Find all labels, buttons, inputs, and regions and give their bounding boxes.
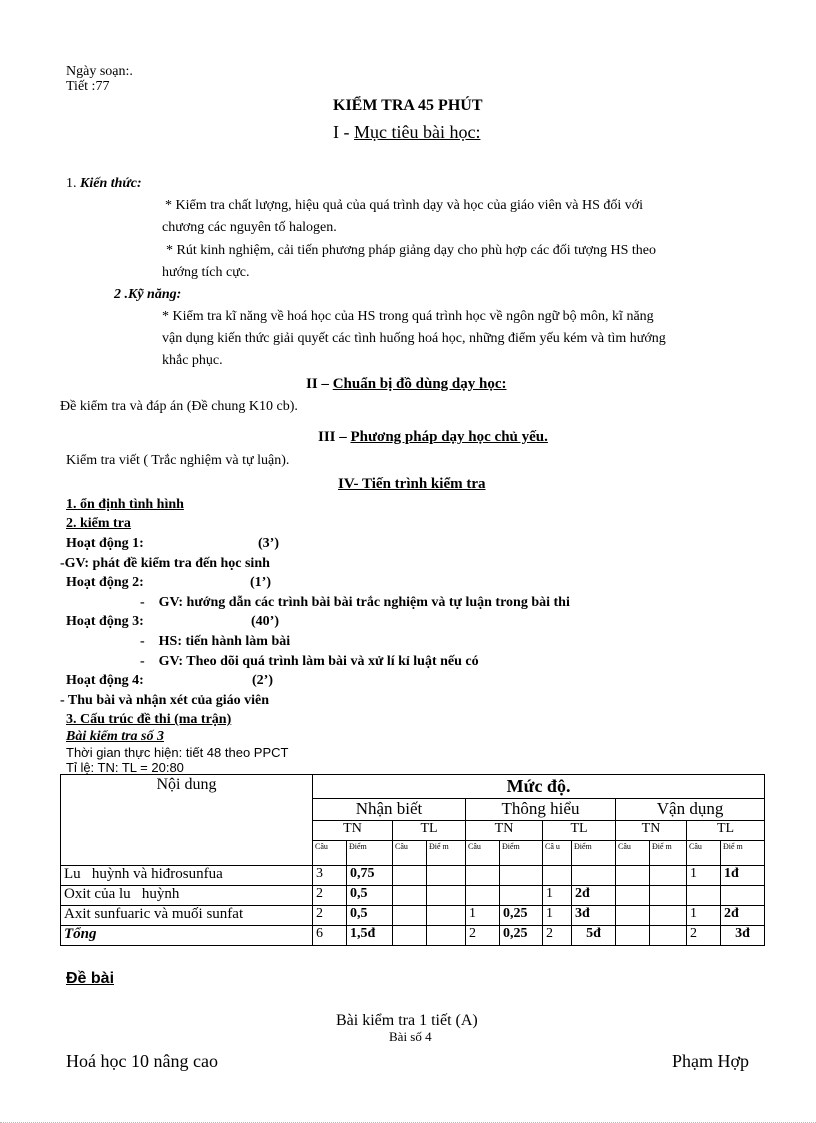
cell: 3đ (572, 906, 616, 926)
row-label: Lu huỳnh và hiđrosunfua (61, 866, 313, 886)
table-row (61, 906, 765, 926)
cell (500, 866, 543, 886)
cell (393, 886, 427, 906)
section1-heading: I - Mục tiêu bài học: (333, 122, 481, 142)
cell (616, 926, 650, 946)
cell (466, 886, 500, 906)
cell (650, 866, 687, 886)
subheader-cell: Câ u (543, 841, 572, 866)
cell: 2 (543, 926, 572, 946)
table-row (61, 866, 765, 886)
cell (616, 886, 650, 906)
exam-title: Bài kiểm tra 1 tiết (A) (336, 1012, 478, 1029)
type-cell: TL (543, 821, 616, 841)
section3-body: Kiểm tra viết ( Trắc nghiệm và tự luận). (66, 453, 290, 468)
step-stabilize: 1. ổn định tình hình (66, 497, 184, 512)
activity-3-time: (40’) (251, 614, 279, 629)
cell (721, 886, 765, 906)
type-cell: TN (616, 821, 687, 841)
cell (500, 886, 543, 906)
subheader-cell: Điể m (721, 841, 765, 866)
step-structure: 3. Cấu trúc đề thi (ma trận) (66, 712, 232, 727)
cell (427, 906, 466, 926)
level-header: Mức độ. (313, 775, 765, 799)
cell (650, 906, 687, 926)
section3-heading: III – Phương pháp dạy học chủ yếu. (318, 429, 548, 445)
knowledge-heading: 1. Kiến thức: (66, 176, 142, 191)
cell (466, 866, 500, 886)
activity-2-time: (1’) (250, 575, 271, 590)
knowledge-line: * Rút kinh nghiệm, cải tiến phương pháp giảng dạy cho phù hợp các đối tượng HS theo (166, 243, 656, 258)
level-recognize: Nhận biết (313, 799, 466, 821)
cell: 2 (466, 926, 500, 946)
subject-footer: Hoá học 10 nâng cao (66, 1051, 218, 1071)
content-header: Nội dung (61, 775, 313, 866)
cell (393, 866, 427, 886)
cell: 1 (543, 906, 572, 926)
skills-heading: 2 .Kỹ năng: (114, 287, 182, 302)
cell: 2 (313, 906, 347, 926)
knowledge-line: chương các nguyên tố halogen. (162, 220, 337, 235)
cell (393, 906, 427, 926)
cell (572, 866, 616, 886)
cell: 1 (687, 866, 721, 886)
subheader-cell: Điểm (572, 841, 616, 866)
level-apply: Vận dụng (616, 799, 765, 821)
cell: 3 (313, 866, 347, 886)
subheader-cell: Điểm (347, 841, 393, 866)
activity-4-detail: - Thu bài và nhận xét của giáo viên (60, 693, 270, 708)
subheader-cell: Câu (687, 841, 721, 866)
section2-body: Đề kiểm tra và đáp án (Đề chung K10 cb). (60, 399, 298, 414)
cell (650, 926, 687, 946)
cell: 3đ (721, 926, 765, 946)
activity-1-label: Hoạt động 1: (66, 536, 144, 551)
cell: 2đ (572, 886, 616, 906)
header-row (61, 775, 765, 799)
cell (427, 926, 466, 946)
subheader-cell: Câu (313, 841, 347, 866)
test-number: Bài kiểm tra số 3 (66, 729, 165, 744)
cell (427, 866, 466, 886)
time-info: Thời gian thực hiện: tiết 48 theo PPCT (66, 745, 289, 760)
skills-line: vận dụng kiến thức giải quyết các tình huống hoá học, những điểm yếu kém và tìm hướng (162, 331, 666, 346)
knowledge-line: hướng tích cực. (162, 265, 250, 280)
cell: 0,25 (500, 926, 543, 946)
row-label: Axit sunfuaric và muối sunfat (61, 906, 313, 926)
type-cell: TN (313, 821, 393, 841)
activity-3-detail: - GV: Theo dõi quá trình làm bài và xử lí kỉ luật nếu có (140, 654, 479, 669)
row-label: Tổng (61, 926, 313, 946)
level-understand: Thông hiểu (466, 799, 616, 821)
subheader-cell: Câu (393, 841, 427, 866)
type-cell: TL (687, 821, 765, 841)
cell: 0,75 (347, 866, 393, 886)
cell (650, 886, 687, 906)
total-row (61, 926, 765, 946)
type-cell: TN (466, 821, 543, 841)
activity-4-time: (2’) (252, 673, 273, 688)
cell: 0,25 (500, 906, 543, 926)
type-cell: TL (393, 821, 466, 841)
cell (543, 866, 572, 886)
activity-1-detail: -GV: phát đề kiểm tra đến học sinh (60, 556, 270, 571)
ratio-info: Tỉ lệ: TN: TL = 20:80 (66, 760, 184, 775)
lesson-number: Tiết :77 (66, 79, 110, 94)
activity-3-detail: - HS: tiến hành làm bài (140, 634, 291, 649)
activity-1-time: (3’) (258, 536, 279, 551)
table-row (61, 886, 765, 906)
subheader-cell: Điểm (500, 841, 543, 866)
cell (616, 906, 650, 926)
cell: 5đ (572, 926, 616, 946)
skills-line: khắc phục. (162, 353, 223, 368)
cell: 1 (687, 906, 721, 926)
cell: 1 (466, 906, 500, 926)
cell: 6 (313, 926, 347, 946)
knowledge-line: * Kiểm tra chất lượng, hiệu quả của quá trình dạy và học của giáo viên và HS đối với (165, 198, 644, 213)
cell (427, 886, 466, 906)
cell: 2đ (721, 906, 765, 926)
cell: 1,5đ (347, 926, 393, 946)
cell (616, 866, 650, 886)
cell: 0,5 (347, 906, 393, 926)
step-check: 2. kiểm tra (66, 516, 131, 531)
cell: 0,5 (347, 886, 393, 906)
section4-heading: IV- Tiến trình kiểm tra (338, 476, 486, 492)
activity-3-label: Hoạt động 3: (66, 614, 144, 629)
cell: 1đ (721, 866, 765, 886)
exam-subtitle: Bài số 4 (389, 1029, 432, 1044)
section2-heading: II – Chuẩn bị đồ dùng dạy học: (306, 376, 507, 392)
cell: 1 (543, 886, 572, 906)
subheader-cell: Điể m (650, 841, 687, 866)
cell (393, 926, 427, 946)
prep-date: Ngày soạn:. (66, 64, 133, 79)
cell: 2 (313, 886, 347, 906)
row-label: Oxit của lu huỳnh (61, 886, 313, 906)
subheader-cell: Câu (466, 841, 500, 866)
cell: 2 (687, 926, 721, 946)
page-title: KIỂM TRA 45 PHÚT (333, 97, 483, 114)
activity-2-detail: - GV: hướng dẫn các trình bài bài trắc nghiệm và tự luận trong bài thi (140, 595, 570, 610)
activity-4-label: Hoạt động 4: (66, 673, 144, 688)
subheader-cell: Điể m (427, 841, 466, 866)
activity-2-label: Hoạt động 2: (66, 575, 144, 590)
skills-line: * Kiểm tra kĩ năng về hoá học của HS trong quá trình học về ngôn ngữ bộ môn, kĩ năng (162, 309, 654, 324)
cell (687, 886, 721, 906)
author-footer: Phạm Hợp (672, 1051, 750, 1071)
exam-matrix-table (60, 774, 765, 946)
subheader-cell: Câu (616, 841, 650, 866)
exam-heading: Đề bài (66, 970, 115, 987)
